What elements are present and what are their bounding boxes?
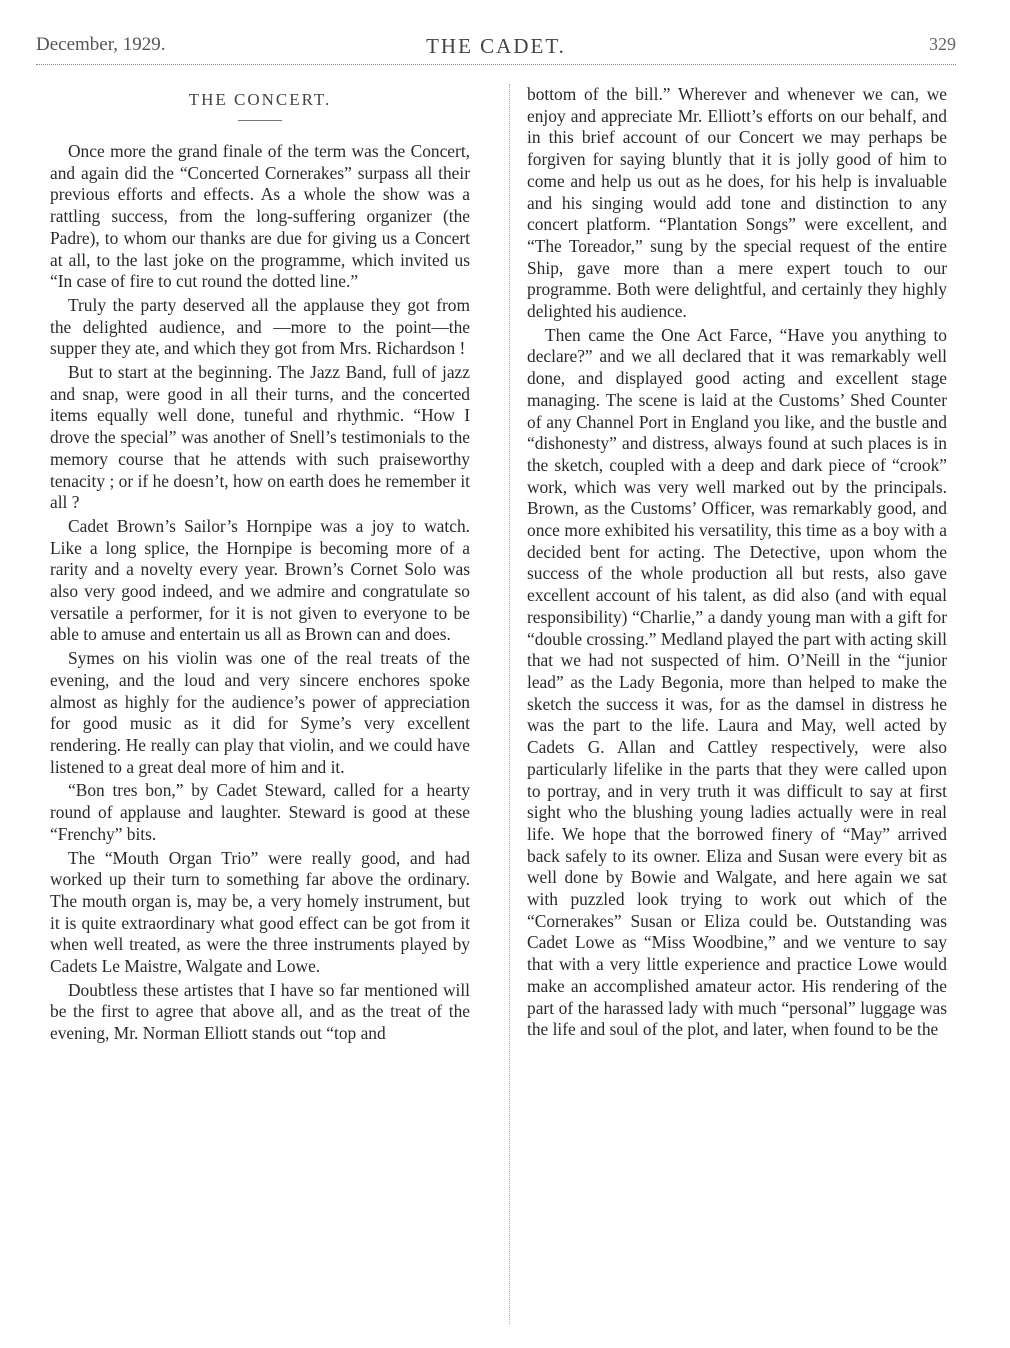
column-divider — [509, 84, 510, 1324]
publication-title: THE CADET. — [426, 34, 566, 58]
page-number: 329 — [929, 34, 956, 54]
paragraph: The “Mouth Organ Trio” were really good, and had worked up their turn to something far above the ordinary. The mouth organ is, may be, a very homely instrument, but it is quite extraordinary what good effect can be got from it when well treated, as were the three instruments played by Cadets Le Maistre, Walgate and Lowe. — [50, 847, 470, 977]
paragraph: Doubtless these artistes that I have so far mentioned will be the first to agree that above all, and as the treat of the evening, Mr. Norman Elliott stands out “top and — [50, 979, 470, 1044]
article-title: THE CONCERT. — [188, 90, 332, 109]
paragraph: “Bon tres bon,” by Cadet Steward, called for a hearty round of applause and laughter. Steward is good at these “Frenchy” bits. — [50, 780, 470, 844]
issue-date: December, 1929. — [36, 34, 166, 55]
paragraph: Once more the grand finale of the term was the Concert, and again did the “Concerted Cornerakes” surpass all their previous efforts and effects. As a whole the show was a rattling success, from the long-suffering organizer (the Padre), to whom our thanks are due for giving us a Concert at all, to the last joke on the programme, which invited us “In case of fire to cut round the dotted line.” — [50, 141, 470, 292]
running-header — [36, 34, 956, 62]
paragraph: Cadet Brown’s Sailor’s Hornpipe was a joy to watch. Like a long splice, the Hornpipe is becoming more of a rarity and a novelty every year. Brown’s Cornet Solo was also very good indeed, and we admire and congratulate so versatile a performer, for it is not given to everyone to be able to amuse and entertain us all as Brown can and does. — [50, 515, 470, 645]
paragraph: Truly the party deserved all the applause they got from the delighted audience, and —more to the point—the supper they ate, and which they got from Mrs. Richardson ! — [50, 294, 470, 359]
paragraph: But to start at the beginning. The Jazz Band, full of jazz and snap, were good in all their turns, and the concerted items equally well done, tuneful and rhythmic. “How I drove the special” was another of Snell’s testimonials to the memory course that he attends with such praiseworthy tenacity ; or if he doesn’t, how on earth does he remember it all ? — [50, 362, 470, 513]
right-column — [527, 84, 947, 1043]
left-column — [50, 84, 470, 1047]
paragraph: Symes on his violin was one of the real treats of the evening, and the loud and very sincere enchores spoke almost as highly for the audience’s power of appreciation for good music as it did for Syme’s very excellent rendering. He really can play that violin, and we could have listened to a great deal more of him and it. — [50, 648, 470, 777]
header-rule — [36, 64, 956, 65]
paragraph: bottom of the bill.” Wherever and whenever we can, we enjoy and appreciate Mr. Elliott’s efforts on our behalf, and in this brief account of our Concert we may perhaps be forgiven for saying bluntly that it is jolly good of him to come and help us out as he does, for his help is invaluable and his singing would add tone and distinction to any concert platform. “Plantation Songs” were excellent, and “The Toreador,” sung by the special request of the entire Ship, gave more than a mere expert touch to our programme. Both were delightful, and certainly they highly delighted his audience. — [527, 84, 947, 322]
paragraph: Then came the One Act Farce, “Have you anything to declare?” and we all declared that it was remarkably well done, and displayed good acting and excellent stage managing. The scene is laid at the Customs’ Shed Counter of any Channel Port in England you like, and the bustle and “dishonesty” and distress, always found at such places is in the sketch, coupled with a deep and dark piece of “crook” work, which was very well marked out by the principals. Brown, as the Customs’ Officer, was remarkably good, and once more exhibited his versatility, this time as a boy with a decided bent for acting. The Detective, upon whom the success of the whole production all but rests, also gave excellent account of his talent, as did also (and with equal responsibility) “Charlie,” a dandy young man with a gift for “double crossing.” Medland played the part with acting skill that we had not suspected of him. O’Neill in the “junior lead” as the Lady Begonia, more than helped to make the sketch the success it was, for as the damsel in distress he was the part to the life. Laura and May, well acted by Cadets G. Allan and Cattley respectively, were also particularly lifelike in the parts that they were called upon to portray, and in very truth it was difficult to say at first sight who the blushing young ladies actually were in real life. We hope that the borrowed finery of “May” arrived back safely to its owner. Eliza and Susan were every bit as well done by Bowie and Walgate, and here again we sat with puzzled look trying to work out which of the “Cornerakes” Susan or Eliza could be. Outstanding was Cadet Lowe as “Miss Woodbine,” and we venture to say that with a very little experience and practice Lowe would make an accomplished amateur actor. His rendering of the part of the harassed lady with much “personal” luggage was the life and soul of the plot, and later, when found to be the — [527, 324, 947, 1040]
title-rule — [238, 120, 282, 121]
